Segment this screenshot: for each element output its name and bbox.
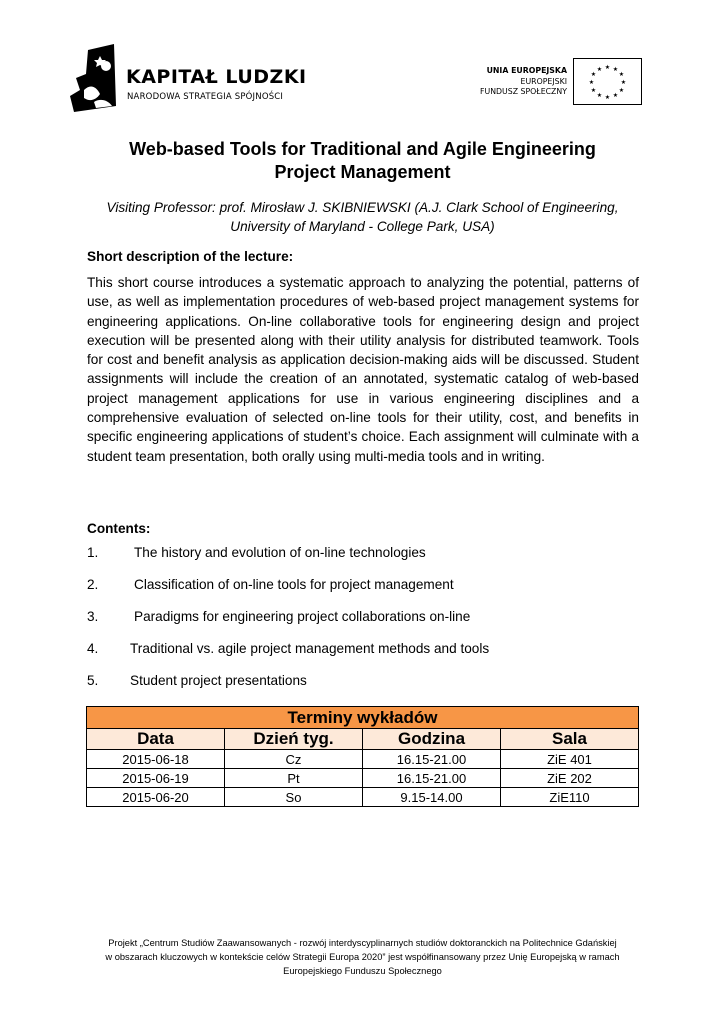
list-item-text: Student project presentations bbox=[130, 673, 307, 688]
svg-text:★: ★ bbox=[596, 92, 603, 99]
professor-line1: Visiting Professor: prof. Mirosław J. SKIBNIEWSKI (A.J. Clark School of Engineering, bbox=[106, 200, 619, 215]
footer-line2: w obszarach kluczowych w kontekście celów Strategii Europa 2020” jest współfinansowany przez Unię Europejską w ramach bbox=[105, 952, 620, 962]
cell-day: Cz bbox=[225, 750, 363, 769]
schedule-table bbox=[86, 706, 639, 807]
column-header-day: Dzień tyg. bbox=[225, 729, 363, 750]
eu-line1: UNIA EUROPEJSKA bbox=[486, 66, 567, 75]
cell-day: So bbox=[225, 788, 363, 807]
column-header-room: Sala bbox=[501, 729, 639, 750]
list-item bbox=[87, 577, 647, 609]
description-text: This short course introduces a systematic approach to analyzing the potential, patterns of use, as well as implementation procedures of web-based project management systems for engineering applications. On-line collaborative tools for engineering design and project execution will be presented along with their utility analysis for distributed teamwork. Tools for cost and benefit analysis as application decision-making aids will be discussed. Student assignments will include the creation of an annotated, systematic catalog of web-based project management applications for use in various engineering disciplines and a comprehensive evaluation of selected on-line tools for their utility, cost, and benefits in specific engineering applications of student’s choice. Each assignment will culminate with a student team presentation, both orally using multi-media tools and in writing. bbox=[87, 275, 639, 464]
contents-list bbox=[87, 545, 647, 705]
table-row bbox=[87, 769, 639, 788]
list-item bbox=[87, 641, 647, 673]
svg-text:★: ★ bbox=[612, 92, 619, 99]
cell-room: ZiE 401 bbox=[501, 750, 639, 769]
eu-flag-icon bbox=[573, 58, 642, 105]
list-item-number: 1. bbox=[87, 545, 99, 560]
list-item-number: 3. bbox=[87, 609, 99, 624]
svg-text:★: ★ bbox=[590, 71, 597, 78]
eu-logo-text bbox=[480, 66, 567, 98]
human-figure-icon bbox=[66, 44, 128, 112]
cell-date: 2015-06-19 bbox=[87, 769, 225, 788]
eu-line2: EUROPEJSKI bbox=[520, 76, 567, 86]
column-header-date: Data bbox=[87, 729, 225, 750]
list-item bbox=[87, 609, 647, 641]
cell-room: ZiE110 bbox=[501, 788, 639, 807]
cell-date: 2015-06-18 bbox=[87, 750, 225, 769]
cell-time: 16.15-21.00 bbox=[363, 750, 501, 769]
svg-text:★: ★ bbox=[612, 66, 619, 73]
list-item-number: 2. bbox=[87, 577, 99, 592]
cell-time: 16.15-21.00 bbox=[363, 769, 501, 788]
schedule-title: Terminy wykładów bbox=[87, 707, 639, 729]
svg-text:★: ★ bbox=[590, 87, 597, 94]
cell-day: Pt bbox=[225, 769, 363, 788]
svg-text:★: ★ bbox=[596, 66, 603, 73]
list-item-text: Classification of on-line tools for project management bbox=[134, 577, 454, 592]
kapital-ludzki-logo bbox=[66, 44, 306, 112]
eu-line3: FUNDUSZ SPOŁECZNY bbox=[480, 87, 567, 97]
list-item-number: 5. bbox=[87, 673, 99, 688]
cell-date: 2015-06-20 bbox=[87, 788, 225, 807]
visiting-professor bbox=[70, 199, 655, 236]
footer-line1: Projekt „Centrum Studiów Zaawansowanych - rozwój interdyscyplinarnych studiów doktoranckich na Politechnice Gdańskiej bbox=[108, 938, 617, 948]
document-title bbox=[60, 138, 665, 184]
svg-text:★: ★ bbox=[588, 79, 595, 86]
svg-text:★: ★ bbox=[604, 94, 611, 101]
list-item bbox=[87, 545, 647, 577]
column-header-time: Godzina bbox=[363, 729, 501, 750]
list-item bbox=[87, 673, 647, 705]
cell-room: ZiE 202 bbox=[501, 769, 639, 788]
contents-heading: Contents: bbox=[87, 521, 151, 536]
list-item-text: Traditional vs. agile project management methods and tools bbox=[130, 641, 490, 656]
svg-text:★: ★ bbox=[618, 87, 625, 94]
title-line2: Project Management bbox=[274, 162, 451, 182]
svg-text:★: ★ bbox=[618, 71, 625, 78]
cell-time: 9.15-14.00 bbox=[363, 788, 501, 807]
list-item-text: Paradigms for engineering project collaborations on-line bbox=[134, 609, 471, 624]
list-item-text: The history and evolution of on-line technologies bbox=[134, 545, 426, 560]
logo-title: KAPITAŁ LUDZKI bbox=[126, 66, 307, 88]
professor-line2: University of Maryland - College Park, USA) bbox=[230, 218, 495, 234]
footer-line3: Europejskiego Funduszu Społecznego bbox=[283, 966, 442, 976]
list-item-number: 4. bbox=[87, 641, 99, 656]
svg-text:★: ★ bbox=[604, 64, 611, 71]
table-header-row bbox=[87, 729, 639, 750]
title-line1: Web-based Tools for Traditional and Agile Engineering bbox=[129, 139, 596, 159]
logo-subtitle: NARODOWA STRATEGIA SPÓJNOŚCI bbox=[127, 92, 284, 102]
table-row bbox=[87, 788, 639, 807]
project-footer bbox=[80, 936, 645, 978]
description-heading: Short description of the lecture: bbox=[87, 249, 294, 264]
svg-text:★: ★ bbox=[620, 79, 627, 86]
table-row bbox=[87, 750, 639, 769]
